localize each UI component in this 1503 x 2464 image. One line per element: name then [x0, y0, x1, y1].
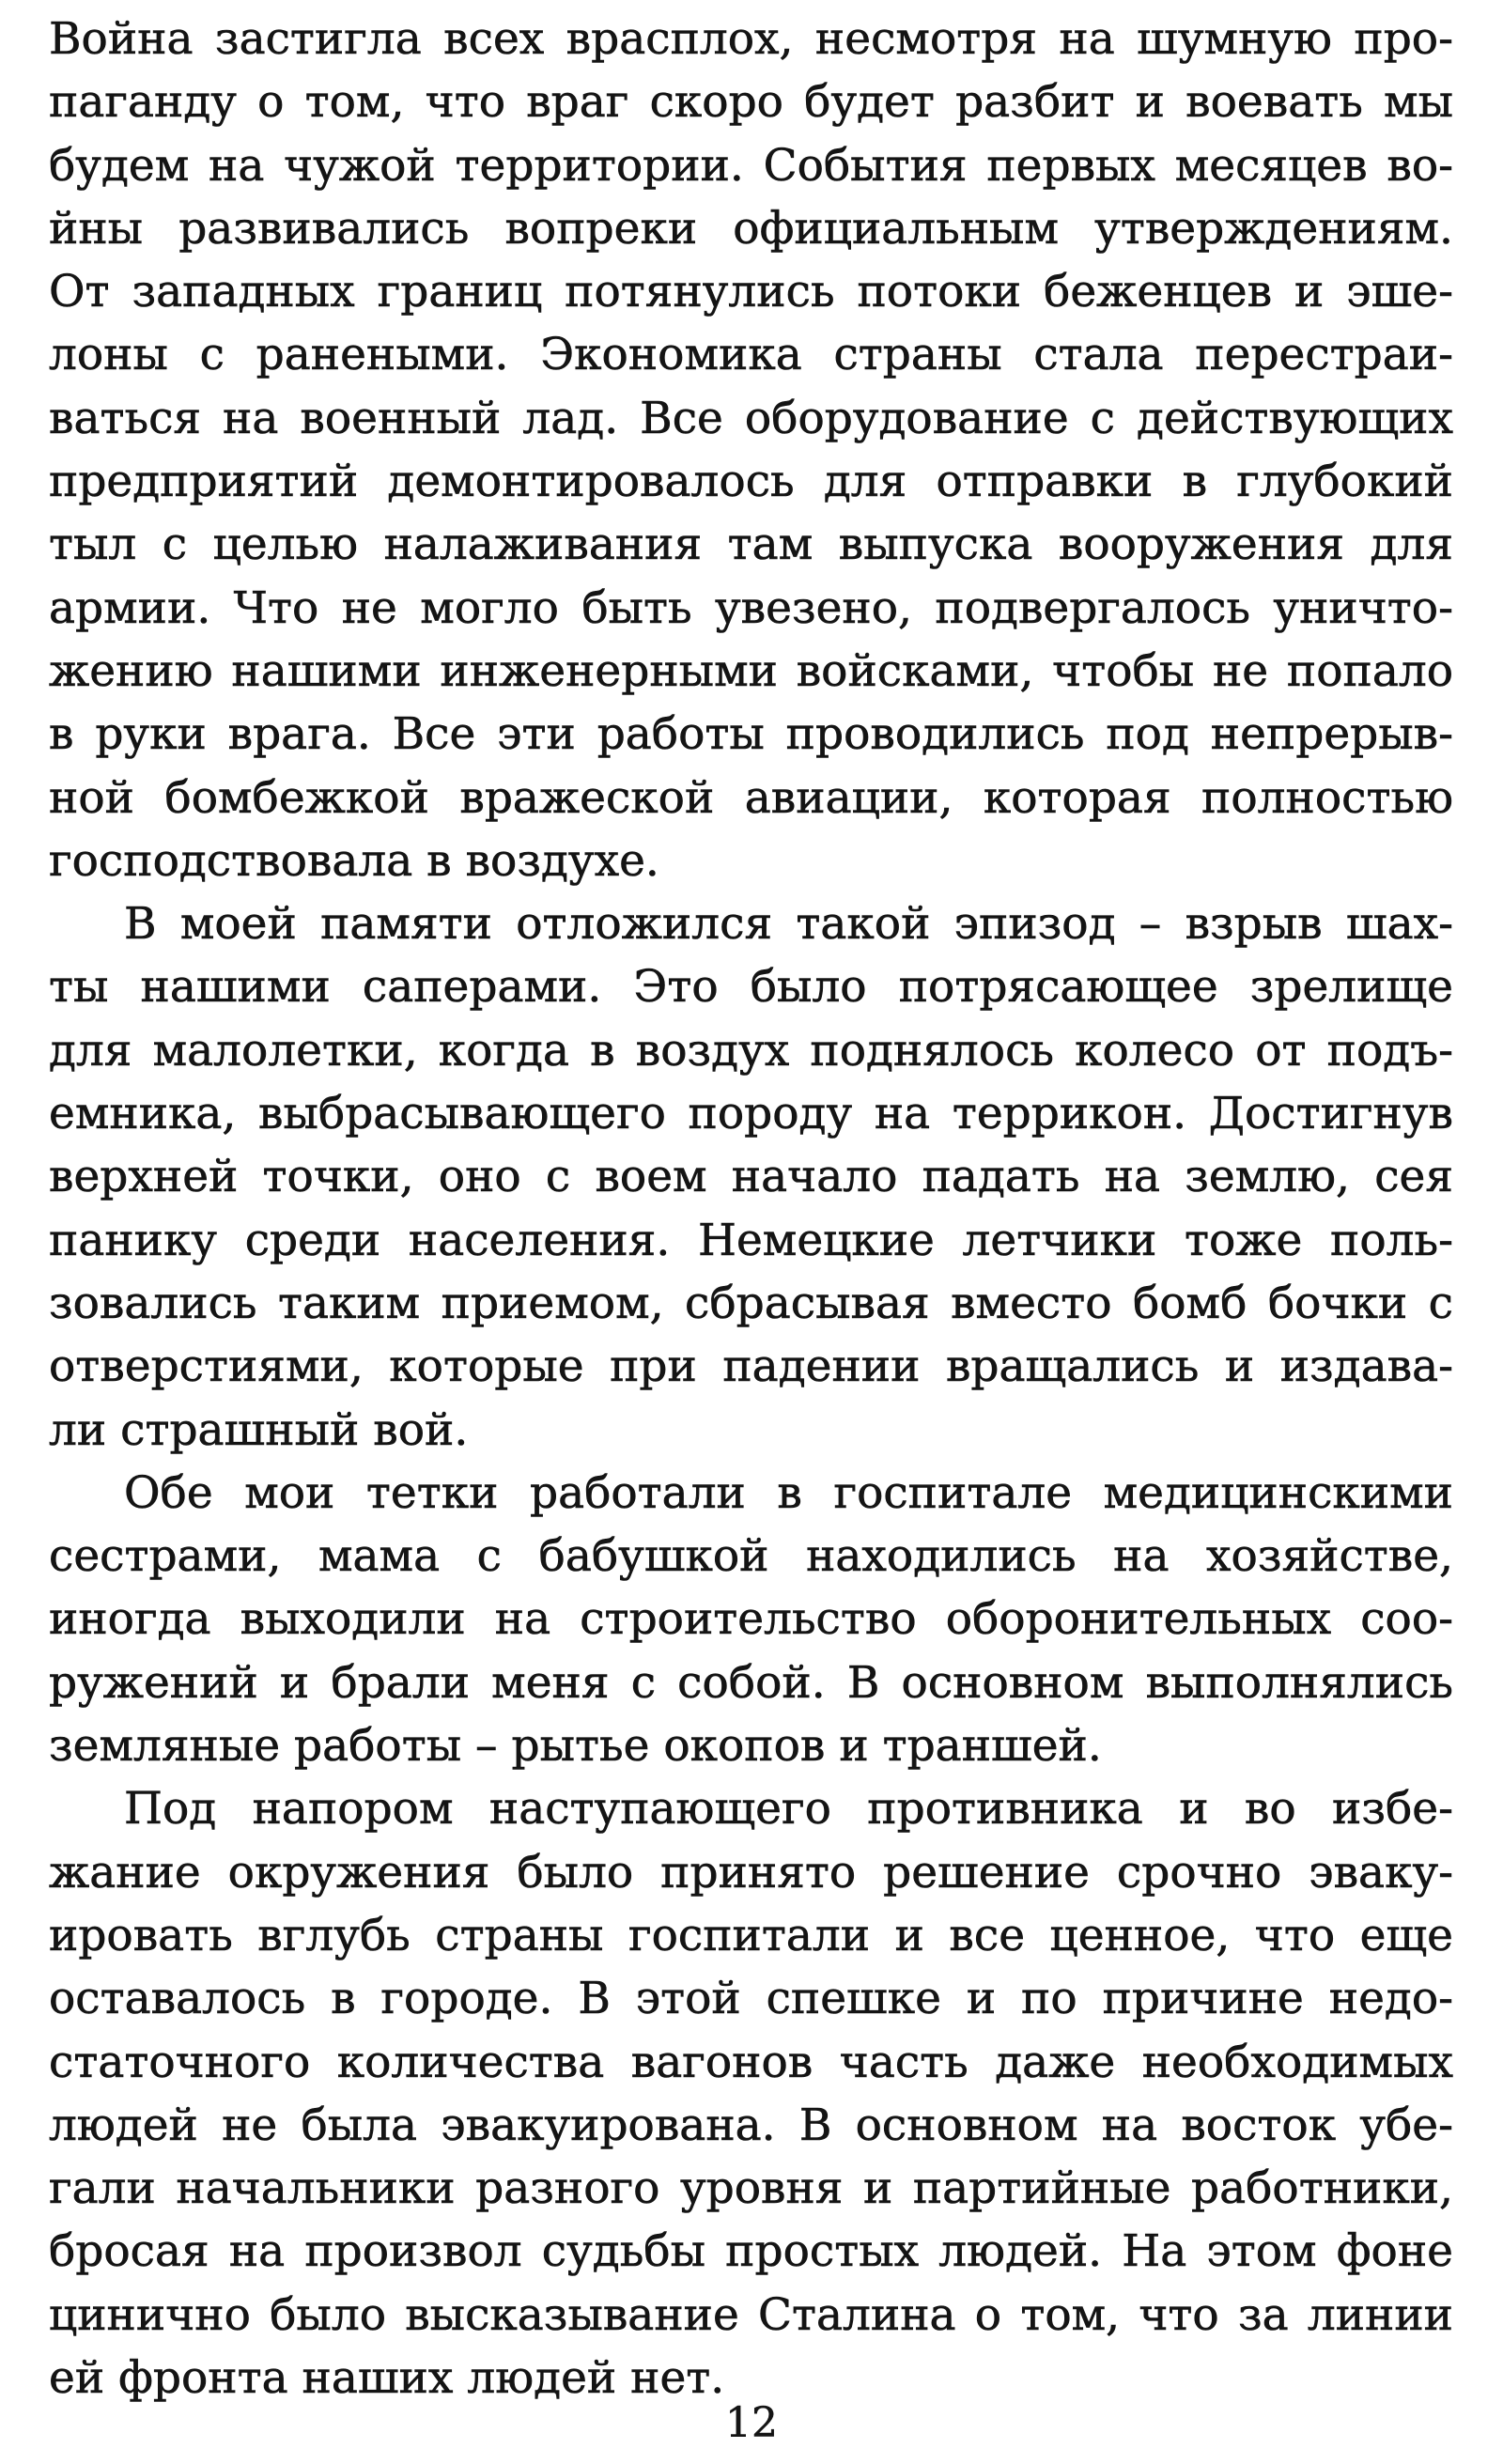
text-line: армии. Что не могло быть увезено, подвергалось уничто- — [49, 581, 1453, 634]
text-line: отверстиями, которые при падении вращались и издава- — [49, 1340, 1453, 1393]
text-line: Под напором наступающего противника и во избе- — [124, 1783, 1453, 1836]
text-line: жению нашими инженерными войсками, чтобы не попало — [49, 644, 1453, 697]
text-line: иногда выходили на строительство оборонительных соо- — [49, 1593, 1453, 1646]
text-line: гали начальники разного уровня и партийные работники, — [49, 2162, 1453, 2215]
text-line: паганду о том, что враг скоро будет разбит и воевать мы — [49, 76, 1453, 129]
text-line: В моей памяти отложился такой эпизод – взрыв шах- — [124, 898, 1453, 951]
text-line: тыл с целью налаживания там выпуска вооружения для — [49, 519, 1453, 571]
text-line: ружений и брали меня с собой. В основном выполнялись — [49, 1656, 1453, 1709]
text-line: господствовала в воздухе. — [49, 834, 659, 887]
text-line: панику среди населения. Немецкие летчики тоже поль- — [49, 1214, 1453, 1266]
text-line: земляные работы – рытье окопов и траншей. — [49, 1720, 1102, 1773]
text-line: йны развивались вопреки официальным утверждениям. — [49, 202, 1453, 255]
text-line: в руки врага. Все эти работы проводились под непрерыв- — [49, 708, 1453, 761]
text-line: ной бомбежкой вражеской авиации, которая полностью — [49, 771, 1453, 824]
page-number: 12 — [725, 2399, 778, 2447]
text-line: ей фронта наших людей нет. — [49, 2351, 725, 2404]
text-line: сестрами, мама с бабушкой находились на хозяйстве, — [49, 1530, 1453, 1583]
body-text — [49, 8, 1453, 2410]
text-line: ли страшный вой. — [49, 1403, 469, 1456]
text-line: статочного количества вагонов часть даже необходимых — [49, 2036, 1453, 2088]
text-line: людей не была эвакуирована. В основном на восток убе- — [49, 2099, 1453, 2151]
text-line: емника, выбрасывающего породу на террикон. Достигнув — [49, 1088, 1453, 1140]
text-line: будем на чужой территории. События первых месяцев во- — [49, 139, 1453, 192]
text-line: предприятий демонтировалось для отправки в глубокий — [49, 456, 1453, 508]
text-line: оставалось в городе. В этой спешке и по причине недо- — [49, 1973, 1453, 2025]
text-line: цинично было высказывание Сталина о том, что за линии — [49, 2288, 1453, 2341]
text-line: От западных границ потянулись потоки беженцев и эше- — [49, 266, 1453, 318]
text-line: ты нашими саперами. Это было потрясающее зрелище — [49, 961, 1453, 1014]
text-line: ировать вглубь страны госпитали и все ценное, что еще — [49, 1909, 1453, 1961]
text-line: жание окружения было принято решение срочно эваку- — [49, 1846, 1453, 1898]
text-line: бросая на произвол судьбы простых людей. На этом фоне — [49, 2225, 1453, 2278]
text-line: Война застигла всех врасплох, несмотря на шумную про- — [49, 13, 1453, 65]
text-line: ваться на военный лад. Все оборудование с действующих — [49, 392, 1453, 444]
text-line: лоны с ранеными. Экономика страны стала перестраи- — [49, 329, 1453, 381]
text-line: зовались таким приемом, сбрасывая вместо бомб бочки с — [49, 1277, 1453, 1329]
text-line: Обе мои тетки работали в госпитале медицинскими — [124, 1466, 1453, 1519]
text-line: для малолетки, когда в воздух поднялось колесо от подъ- — [49, 1024, 1453, 1077]
text-line: верхней точки, оно с воем начало падать на землю, сея — [49, 1151, 1453, 1203]
